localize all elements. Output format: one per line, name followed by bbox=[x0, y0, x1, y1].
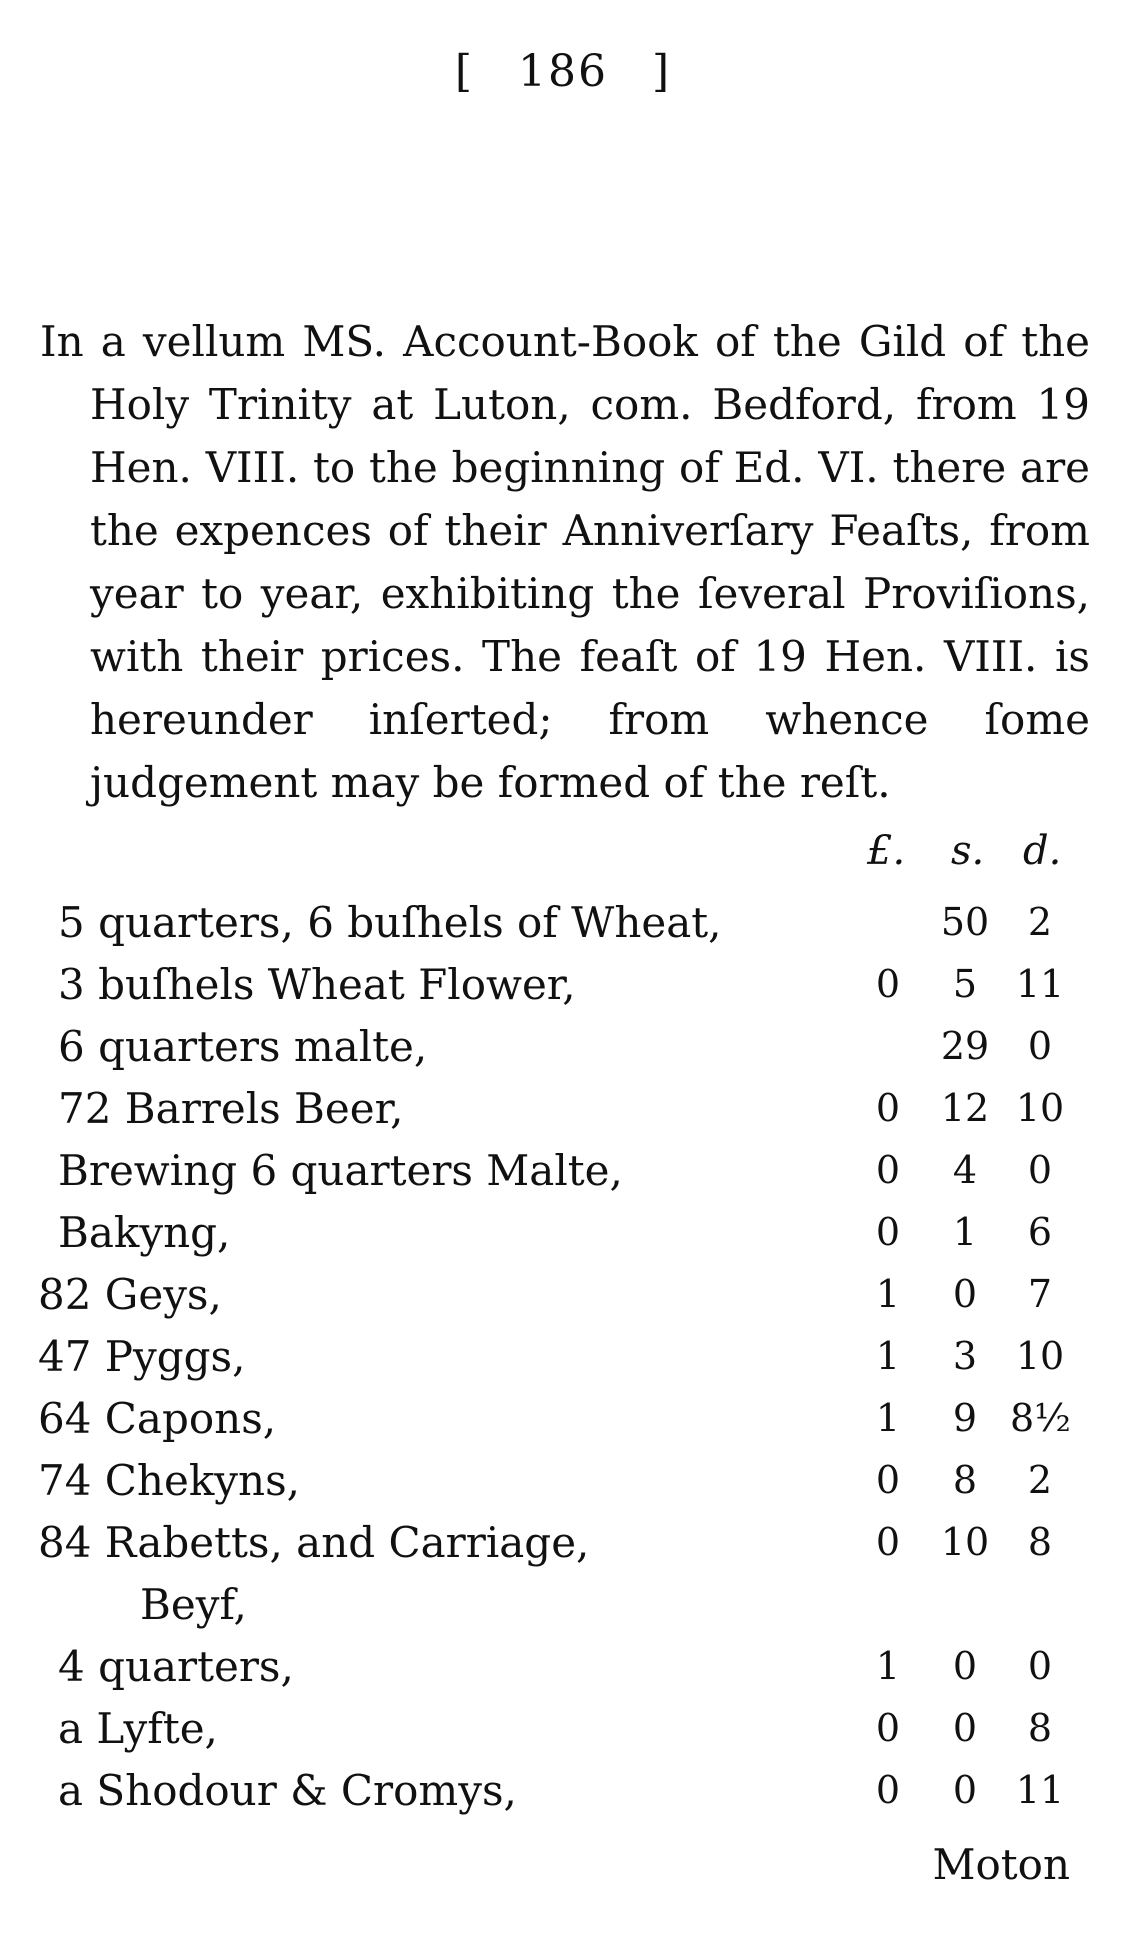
ledger-item: 64 Capons, bbox=[38, 1394, 277, 1443]
page-number: 186 bbox=[518, 46, 608, 97]
ledger-pence: 0 bbox=[1027, 1148, 1053, 1192]
close-bracket: ] bbox=[651, 46, 672, 97]
ledger-item: 84 Rabetts, and Carriage, bbox=[38, 1518, 590, 1567]
ledger-item: 82 Geys, bbox=[38, 1270, 222, 1319]
ledger-pounds: 0 bbox=[875, 1086, 901, 1130]
ledger-row bbox=[0, 1642, 1126, 1704]
ledger-item: 3 buſhels Wheat Flower, bbox=[58, 960, 576, 1009]
ledger-shillings: 29 bbox=[940, 1024, 990, 1068]
pounds-header: £. bbox=[867, 828, 906, 874]
ledger-row bbox=[0, 1394, 1126, 1456]
ledger-row bbox=[0, 960, 1126, 1022]
page-header bbox=[0, 46, 1126, 97]
ledger-pence: 2 bbox=[1027, 900, 1053, 944]
ledger-item: 74 Chekyns, bbox=[38, 1456, 300, 1505]
ledger-table bbox=[0, 898, 1126, 1828]
ledger-pence: 11 bbox=[1015, 1768, 1065, 1812]
ledger-item: a Shodour & Cromys, bbox=[58, 1766, 517, 1815]
pence-header: d. bbox=[1023, 828, 1062, 874]
ledger-row bbox=[0, 1456, 1126, 1518]
ledger-pence: 6 bbox=[1027, 1210, 1053, 1254]
ledger-shillings: 50 bbox=[940, 900, 990, 944]
ledger-shillings: 1 bbox=[952, 1210, 978, 1254]
ledger-item: 4 quarters, bbox=[58, 1642, 294, 1691]
ledger-pounds: 0 bbox=[875, 962, 901, 1006]
ledger-pounds: 0 bbox=[875, 1520, 901, 1564]
ledger-shillings: 0 bbox=[952, 1272, 978, 1316]
ledger-item: a Lyfte, bbox=[58, 1704, 218, 1753]
ledger-pounds: 1 bbox=[875, 1272, 901, 1316]
ledger-row bbox=[0, 1704, 1126, 1766]
ledger-pence: 8½ bbox=[1010, 1396, 1072, 1440]
ledger-shillings: 5 bbox=[952, 962, 978, 1006]
intro-paragraph: In a vellum MS. Account-Book of the Gild of the Holy Trinity at Luton, com. Bedford, from 19 Hen. VIII. to the beginning of Ed. VI. there are the expences of their Anniverſary Feaſts, from year to year, exhibiting the ſeveral Proviſions, with their prices. The feaſt of 19 Hen. VIII. is hereunder inſerted; from whence ſome judgement may be formed of the reſt. bbox=[40, 317, 1090, 807]
ledger-row bbox=[0, 1766, 1126, 1828]
ledger-shillings: 9 bbox=[952, 1396, 978, 1440]
ledger-item: 6 quarters malte, bbox=[58, 1022, 428, 1071]
ledger-item: Bakyng, bbox=[58, 1208, 231, 1257]
ledger-row bbox=[0, 1270, 1126, 1332]
ledger-shillings: 0 bbox=[952, 1768, 978, 1812]
ledger-shillings: 4 bbox=[952, 1148, 978, 1192]
ledger-pounds: 0 bbox=[875, 1768, 901, 1812]
catchword: Moton bbox=[932, 1840, 1070, 1889]
ledger-pounds: 0 bbox=[875, 1148, 901, 1192]
ledger-shillings: 10 bbox=[940, 1520, 990, 1564]
open-bracket: [ bbox=[454, 46, 474, 97]
ledger-pence: 0 bbox=[1027, 1644, 1053, 1688]
ledger-row bbox=[0, 1332, 1126, 1394]
ledger-row bbox=[0, 898, 1126, 960]
ledger-shillings: 8 bbox=[952, 1458, 978, 1502]
ledger-item: Beyf, bbox=[140, 1580, 247, 1629]
ledger-pence: 7 bbox=[1027, 1272, 1053, 1316]
ledger-item: 47 Pyggs, bbox=[38, 1332, 246, 1381]
ledger-shillings: 0 bbox=[952, 1644, 978, 1688]
ledger-pence: 2 bbox=[1027, 1458, 1053, 1502]
ledger-pence: 0 bbox=[1027, 1024, 1053, 1068]
ledger-pence: 10 bbox=[1015, 1086, 1065, 1130]
ledger-shillings: 3 bbox=[952, 1334, 978, 1378]
ledger-pounds: 0 bbox=[875, 1210, 901, 1254]
ledger-row bbox=[0, 1518, 1126, 1580]
ledger-pence: 8 bbox=[1027, 1520, 1053, 1564]
ledger-pounds: 1 bbox=[875, 1334, 901, 1378]
ledger-pence: 8 bbox=[1027, 1706, 1053, 1750]
ledger-row bbox=[0, 1084, 1126, 1146]
ledger-shillings: 12 bbox=[940, 1086, 990, 1130]
ledger-row bbox=[0, 1208, 1126, 1270]
ledger-pounds: 0 bbox=[875, 1458, 901, 1502]
ledger-item: 5 quarters, 6 buſhels of Wheat, bbox=[58, 898, 722, 947]
ledger-pence: 11 bbox=[1015, 962, 1065, 1006]
ledger-pounds: 1 bbox=[875, 1396, 901, 1440]
ledger-item: 72 Barrels Beer, bbox=[58, 1084, 404, 1133]
ledger-shillings: 0 bbox=[952, 1706, 978, 1750]
ledger-row bbox=[0, 1580, 1126, 1642]
ledger-row bbox=[0, 1146, 1126, 1208]
ledger-row bbox=[0, 1022, 1126, 1084]
ledger-item: Brewing 6 quarters Malte, bbox=[58, 1146, 623, 1195]
ledger-pounds: 0 bbox=[875, 1706, 901, 1750]
shillings-header: s. bbox=[951, 828, 985, 874]
ledger-pence: 10 bbox=[1015, 1334, 1065, 1378]
ledger-pounds: 1 bbox=[875, 1644, 901, 1688]
